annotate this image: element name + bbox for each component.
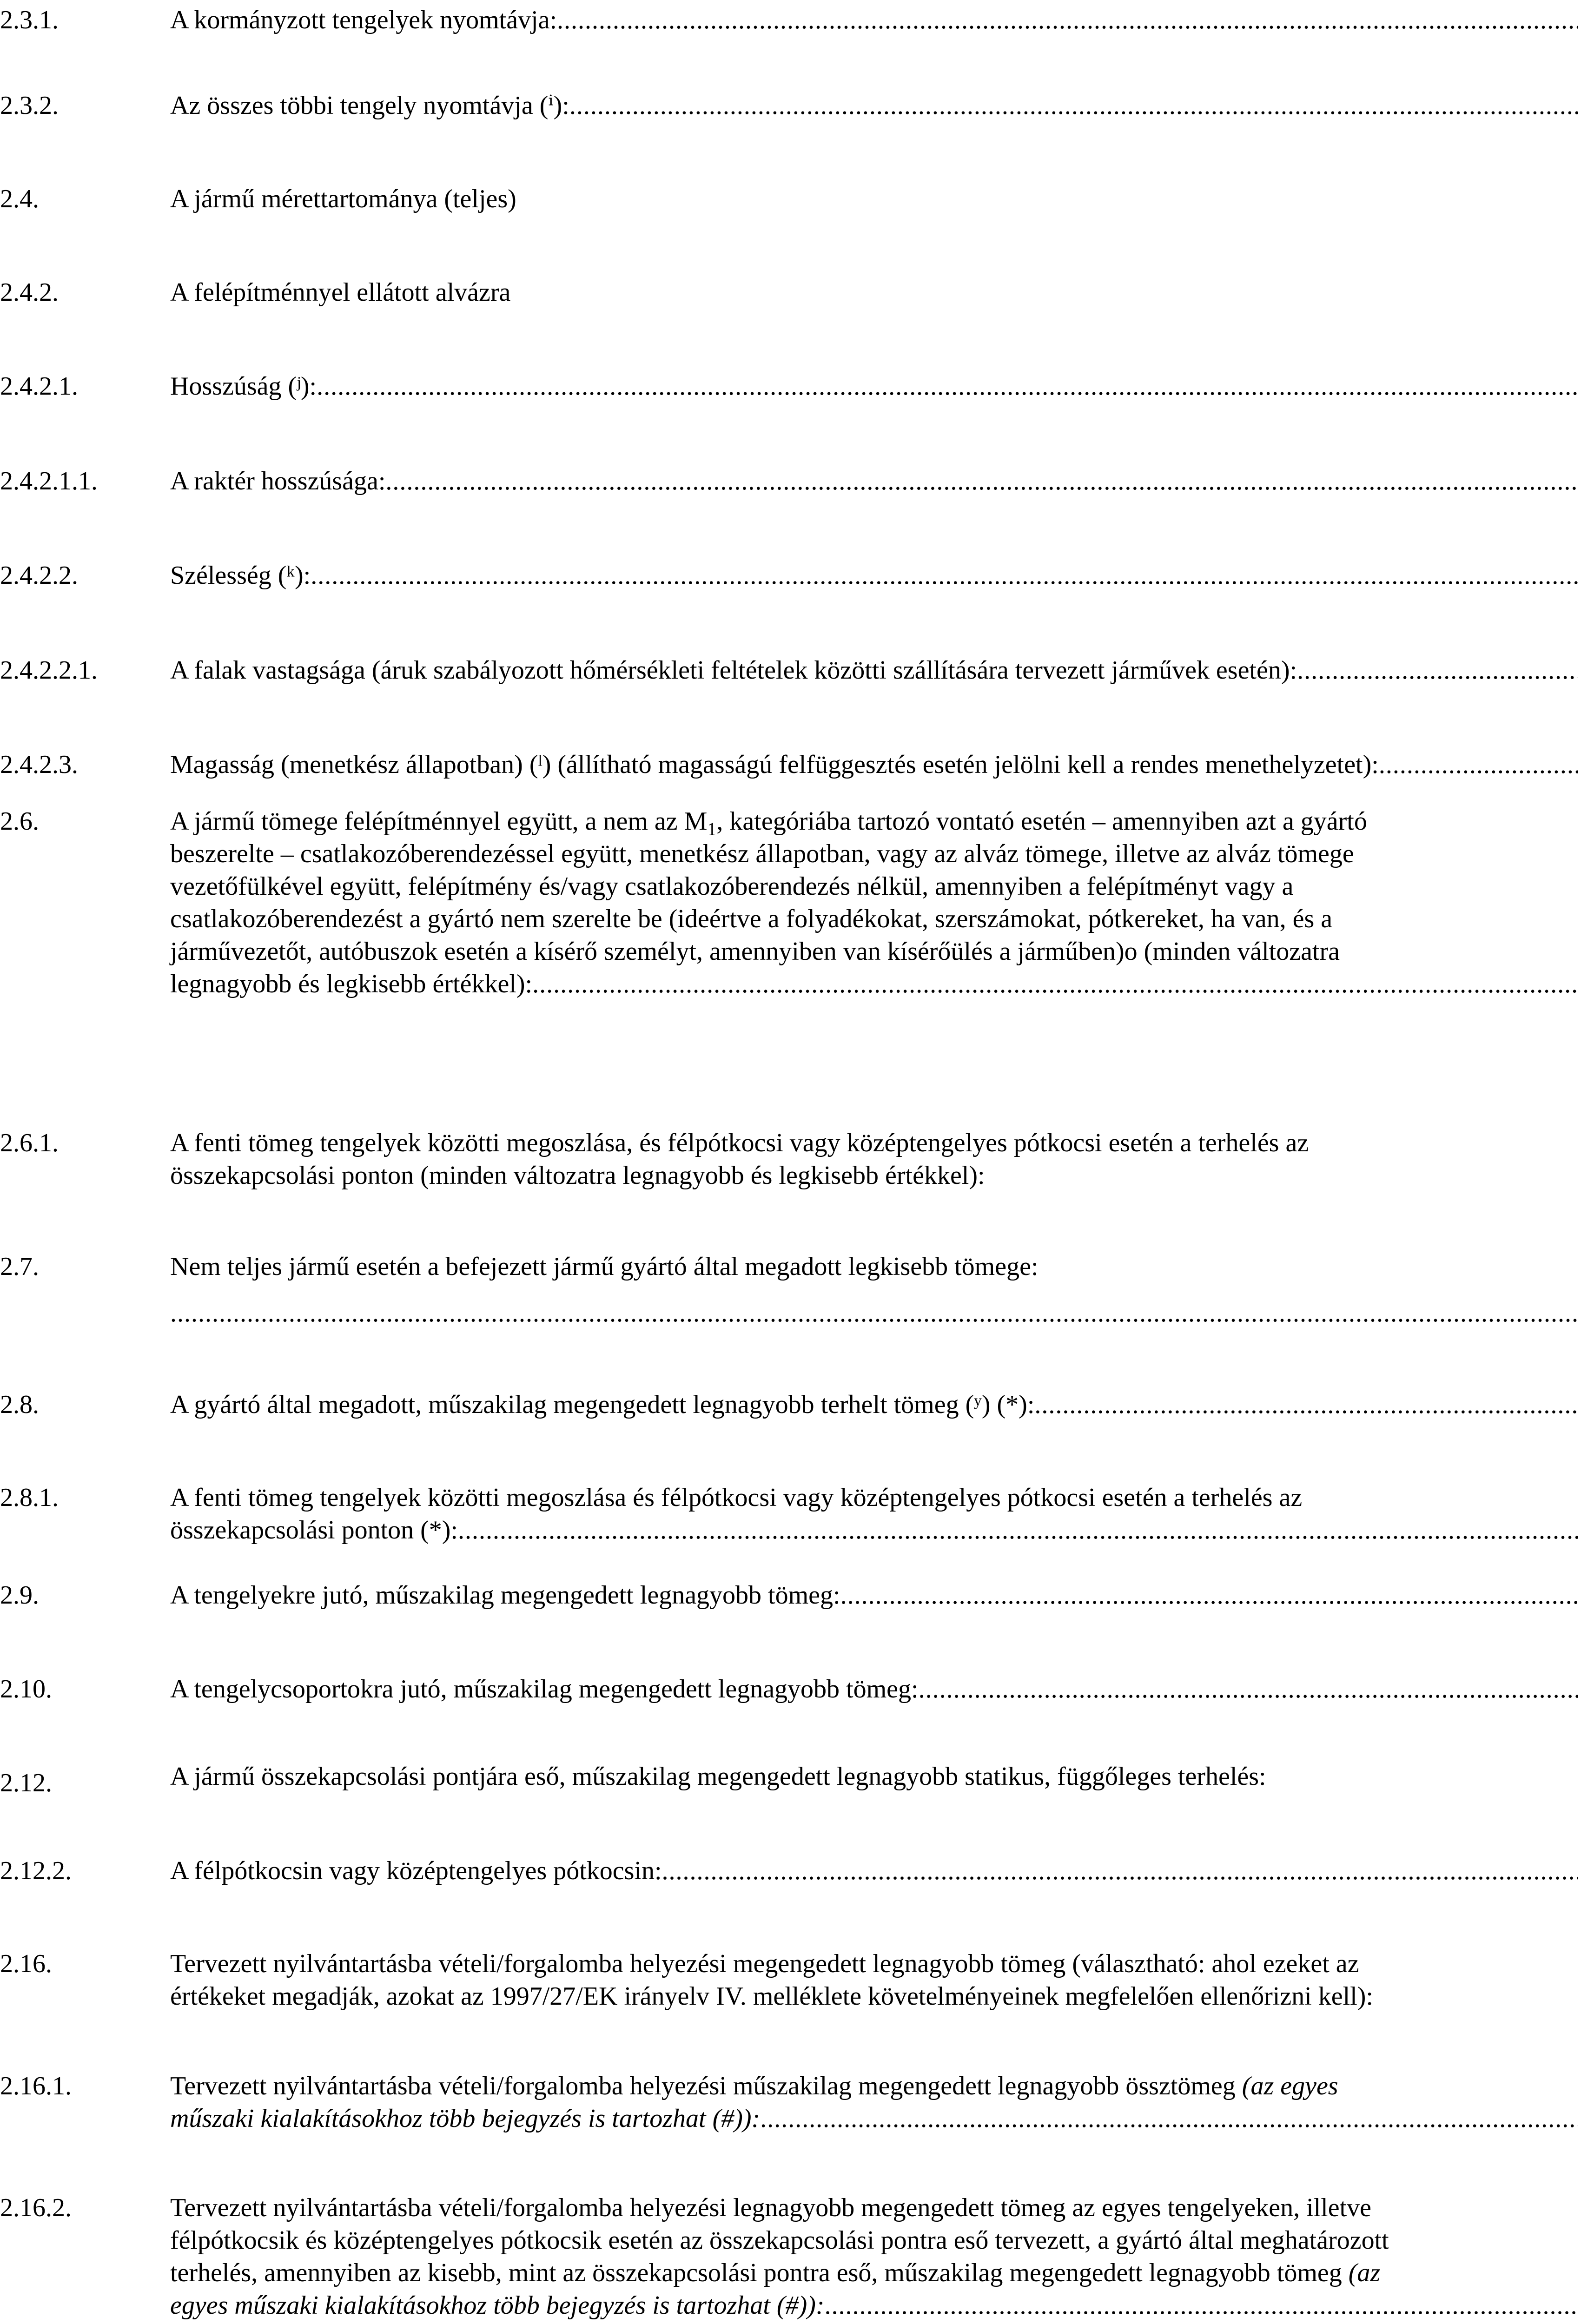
section-text: Szélesség (ᵏ):	[170, 561, 311, 590]
section-number: 2.12.	[0, 1769, 52, 1797]
section-number: 2.16.	[0, 1949, 52, 1978]
fill-in-dotted-line[interactable]	[760, 2102, 1578, 2135]
section-number: 2.3.1.	[0, 6, 59, 34]
section-text-line: félpótkocsik és középtengelyes pótkocsik esetén az összekapcsolási pontra eső tervezett, a gyártó által meghatározott	[170, 2226, 1389, 2255]
section-text: A gyártó által megadott, műszakilag megengedett legnagyobb terhelt tömeg (ʸ) (*):	[170, 1390, 1035, 1419]
fill-in-dotted-line[interactable]	[557, 4, 1578, 36]
fill-in-dotted-line[interactable]	[311, 559, 1578, 592]
section-text-line: csatlakozóberendezést a gyártó nem szerelte be (ideértve a folyadékokat, szerszámokat, pótkereket, ha van, és a	[170, 905, 1333, 933]
fill-in-dotted-line[interactable]	[1297, 654, 1578, 687]
section-number: 2.6.	[0, 807, 39, 836]
section-text-line: Tervezett nyilvántartásba vételi/forgalomba helyezési műszakilag megengedett legnagyobb össztömeg (az egyes	[170, 2072, 1338, 2100]
section-number: 2.12.2.	[0, 1856, 72, 1885]
section-text: A raktér hosszúsága:	[170, 467, 386, 495]
fill-in-dotted-line[interactable]	[385, 465, 1578, 497]
section-number: 2.4.2.	[0, 278, 59, 307]
section-number: 2.7.	[0, 1252, 39, 1281]
section-text-line: beszerelte – csatlakozóberendezéssel együtt, menetkész állapotban, vagy az alváz tömege, illetve az alváz tömege	[170, 839, 1354, 868]
section-text-line: legnagyobb és legkisebb értékkel):	[170, 970, 533, 998]
fill-in-dotted-line[interactable]	[317, 370, 1578, 403]
section-text: A kormányzott tengelyek nyomtávja:	[170, 6, 557, 34]
section-text-line: összekapcsolási ponton (*):	[170, 1516, 458, 1545]
section-text-line: értékeket megadják, azokat az 1997/27/EK irányelv IV. melléklete követelményeinek megfelelően ellenőrizni kell):	[170, 1982, 1373, 2011]
section-text-line: egyes műszaki kialakításokhoz több bejegyzés is tartozhat (#)):	[170, 2291, 825, 2320]
section-number: 2.4.2.2.1.	[0, 656, 98, 685]
fill-in-dotted-line[interactable]	[825, 2289, 1578, 2322]
section-text-line: A fenti tömeg tengelyek közötti megoszlása és félpótkocsi vagy középtengelyes pótkocsi esetén a terhelés az	[170, 1483, 1303, 1512]
section-text-line: Tervezett nyilvántartásba vételi/forgalomba helyezési megengedett legnagyobb tömeg (választható: ahol ezeket az	[170, 1949, 1359, 1978]
section-number: 2.3.2.	[0, 91, 59, 120]
section-number: 2.4.2.2.	[0, 561, 78, 590]
fill-in-dotted-line[interactable]	[919, 1673, 1578, 1705]
section-number: 2.10.	[0, 1675, 52, 1703]
section-text-line: műszaki kialakításokhoz több bejegyzés is tartozhat (#)):	[170, 2104, 761, 2133]
fill-in-dotted-line[interactable]	[532, 968, 1578, 1000]
section-text-line: vezetőfülkével együtt, felépítmény és/vagy csatlakozóberendezés nélkül, amennyiben a felépítményt vagy a	[170, 872, 1294, 901]
section-number: 2.4.2.1.	[0, 372, 78, 401]
fill-in-dotted-line[interactable]	[458, 1514, 1578, 1546]
fill-in-dotted-line[interactable]	[840, 1579, 1578, 1611]
section-number: 2.4.2.1.1.	[0, 467, 98, 495]
section-number: 2.6.1.	[0, 1129, 59, 1157]
section-text: A falak vastagsága (áruk szabályozott hőmérsékleti feltételek közötti szállítására tervezett járművek esetén):	[170, 656, 1297, 685]
section-number: 2.8.1.	[0, 1483, 59, 1512]
section-text: Az összes többi tengely nyomtávja (ⁱ):	[170, 91, 569, 120]
section-text: A tengelycsoportokra jutó, műszakilag megengedett legnagyobb tömeg:	[170, 1675, 919, 1703]
section-number: 2.16.1.	[0, 2072, 72, 2100]
section-number: 2.16.2.	[0, 2193, 72, 2222]
section-text: Hosszúság (ʲ):	[170, 372, 317, 401]
fill-in-dotted-line[interactable]	[662, 1855, 1578, 1887]
section-text: Magasság (menetkész állapotban) (ˡ) (állítható magasságú felfüggesztés esetén jelölni kell a rendes menethelyzetet):	[170, 750, 1379, 779]
section-text: A tengelyekre jutó, műszakilag megengedett legnagyobb tömeg:	[170, 1581, 840, 1610]
section-number: 2.9.	[0, 1581, 39, 1610]
section-number: 2.4.2.3.	[0, 750, 78, 779]
fill-in-dotted-line[interactable]	[170, 1297, 1578, 1329]
section-text-line: Tervezett nyilvántartásba vételi/forgalomba helyezési legnagyobb megengedett tömeg az egyes tengelyeken, illetve	[170, 2193, 1372, 2222]
section-number: 2.4.	[0, 185, 39, 213]
fill-in-dotted-line[interactable]	[569, 89, 1578, 122]
section-text: Nem teljes jármű esetén a befejezett jármű gyártó által megadott legkisebb tömege:	[170, 1252, 1039, 1281]
section-text: A félpótkocsin vagy középtengelyes pótkocsin:	[170, 1856, 662, 1885]
fill-in-dotted-line[interactable]	[1034, 1388, 1578, 1421]
section-text-line: A fenti tömeg tengelyek közötti megoszlása, és félpótkocsi vagy középtengelyes pótkocsi esetén a terhelés az	[170, 1129, 1309, 1157]
section-number: 2.8.	[0, 1390, 39, 1419]
section-text-line: terhelés, amennyiben az kisebb, mint az összekapcsolási pontra eső, műszakilag megengedett legnagyobb tömeg (az	[170, 2258, 1381, 2287]
section-text-line: A jármű tömege felépítménnyel együtt, a nem az $M_1$, kategóriába tartozó vontató esetén – amennyiben azt a gyártó	[170, 807, 1367, 840]
section-text: A felépítménnyel ellátott alvázra	[170, 278, 511, 307]
section-text-line: összekapcsolási ponton (minden változatra legnagyobb és legkisebb értékkel):	[170, 1161, 985, 1190]
section-text: A jármű mérettartománya (teljes)	[170, 185, 516, 213]
section-text-line: járművezetőt, autóbuszok esetén a kísérő személyt, amennyiben van kísérőülés a járműben)o (minden változatra	[170, 937, 1340, 966]
fill-in-dotted-line[interactable]	[1379, 748, 1578, 781]
section-text: A jármű összekapcsolási pontjára eső, műszakilag megengedett legnagyobb statikus, függőleges terhelés:	[170, 1762, 1266, 1791]
